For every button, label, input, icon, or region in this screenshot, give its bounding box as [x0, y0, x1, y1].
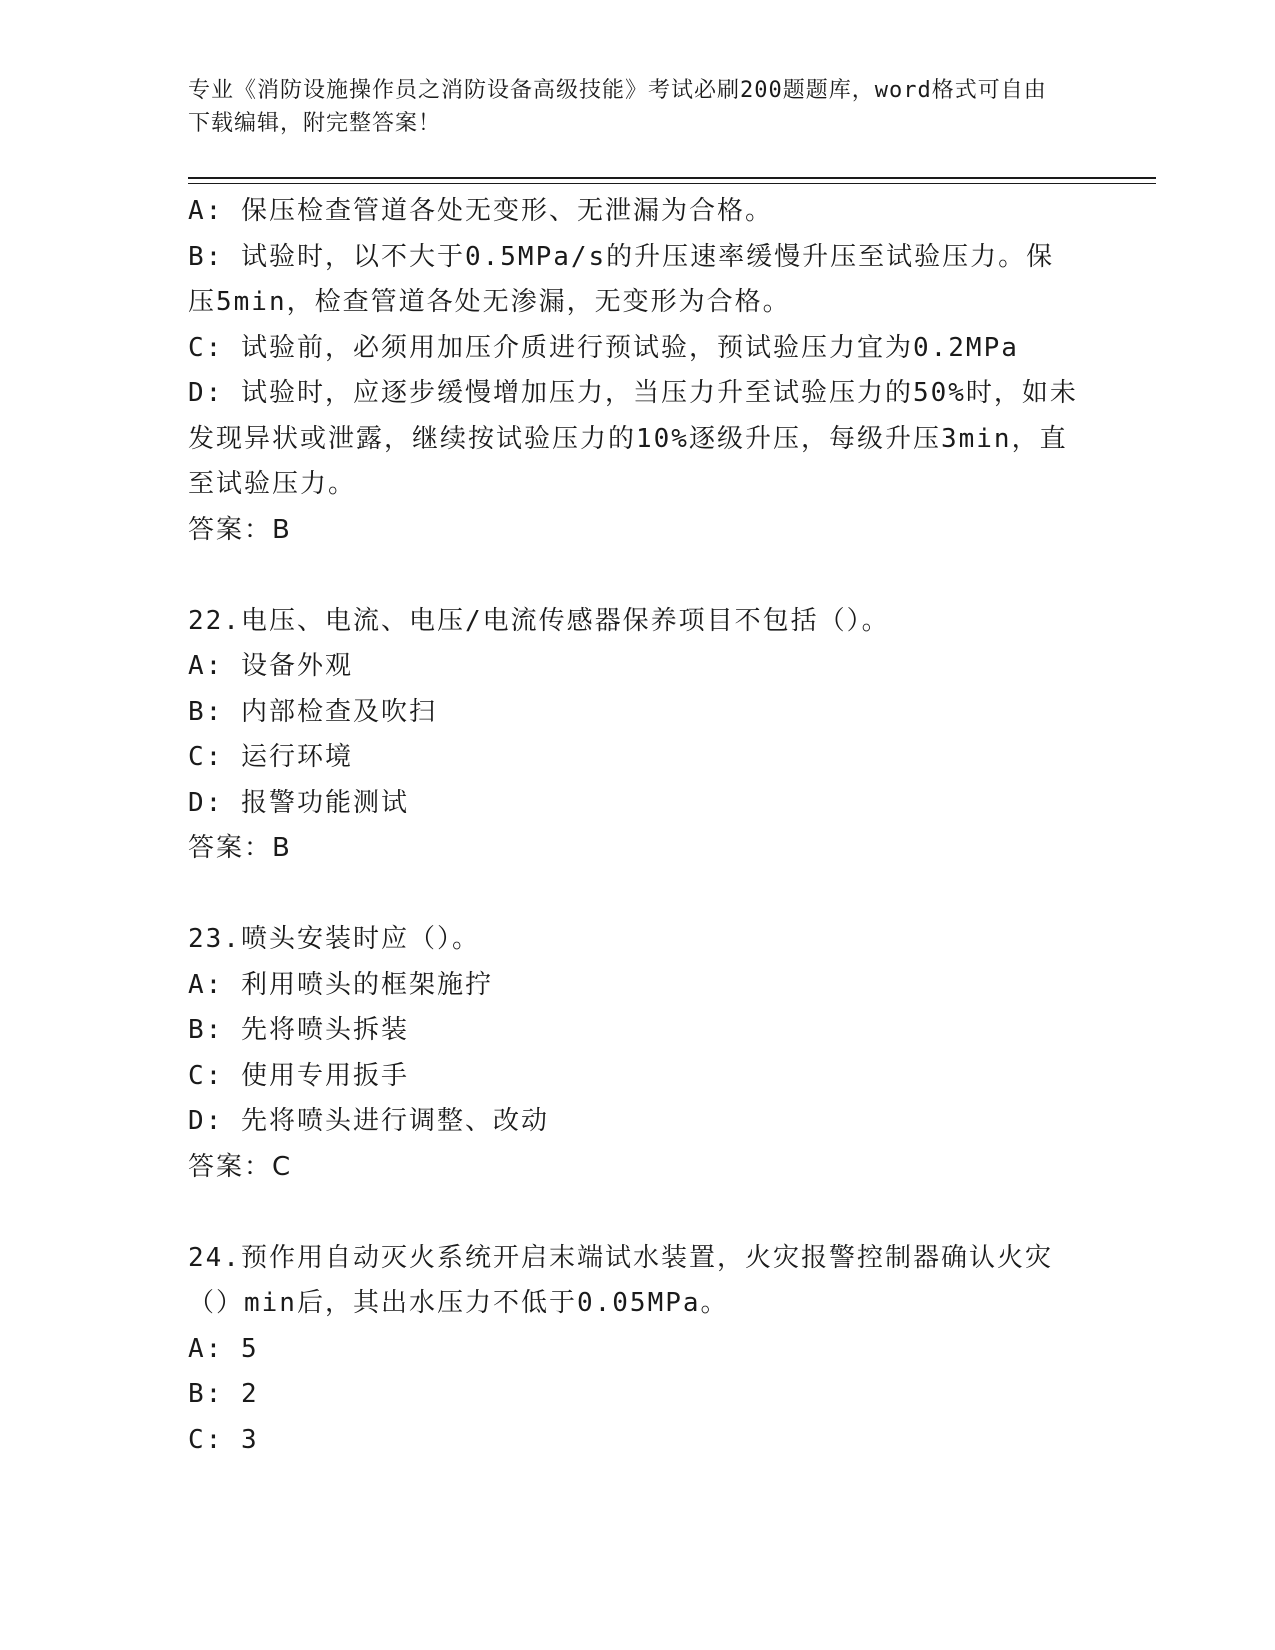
option-d: D: 报警功能测试: [188, 787, 409, 818]
question-content: [188, 189, 1078, 1463]
question-23-stem: 23.喷头安装时应（）。: [188, 924, 480, 954]
option-a: A: 设备外观: [188, 651, 353, 681]
option-c: C: 3: [188, 1424, 259, 1455]
spacer: [188, 553, 1078, 599]
option-b: B: 内部检查及吹扫: [188, 696, 437, 727]
spacer: [188, 872, 1078, 918]
option-c: C: 试验前，必须用加压介质进行预试验，预试验压力宜为0.2MPa: [188, 332, 1019, 363]
option-d: D: 试验时，应逐步缓慢增加压力，当压力升至试验压力的50%时，如未发现异状或泄露，继续按试验压力的10%逐级升压，每级升压3min，直至试验压力。: [188, 378, 1078, 499]
option-a: A: 利用喷头的框架施拧: [188, 969, 493, 1000]
option-c: C: 运行环境: [188, 742, 353, 772]
spacer: [188, 1190, 1078, 1236]
option-b: B: 试验时，以不大于0.5MPa/s的升压速率缓慢升压至试验压力。保压5min，检查管道各处无渗漏，无变形为合格。: [188, 241, 1055, 317]
option-a: A: 保压检查管道各处无变形、无泄漏为合格。: [188, 196, 773, 226]
option-d: D: 先将喷头进行调整、改动: [188, 1106, 549, 1136]
question-24-stem: 24.预作用自动灭火系统开启末端试水装置，火灾报警控制器确认火灾（）min后，其出水压力不低于0.05MPa。: [188, 1242, 1053, 1318]
document-header: 专业《消防设施操作员之消防设备高级技能》考试必刷200题题库，word格式可自由下载编辑，附完整答案！: [188, 78, 1047, 136]
header-divider-thick: [188, 177, 1156, 179]
question-22-stem: 22.电压、电流、电压/电流传感器保养项目不包括（）。: [188, 605, 890, 636]
option-b: B: 2: [188, 1379, 259, 1409]
option-c: C: 使用专用扳手: [188, 1060, 409, 1091]
option-b: B: 先将喷头拆装: [188, 1015, 409, 1045]
question-21-answer: 答案：B: [188, 514, 292, 545]
question-21-options: [188, 189, 1078, 508]
question-23-answer: 答案：C: [188, 1151, 293, 1182]
header-divider-thin: [188, 183, 1156, 184]
question-22-answer: 答案：B: [188, 833, 292, 863]
option-a: A: 5: [188, 1333, 259, 1364]
